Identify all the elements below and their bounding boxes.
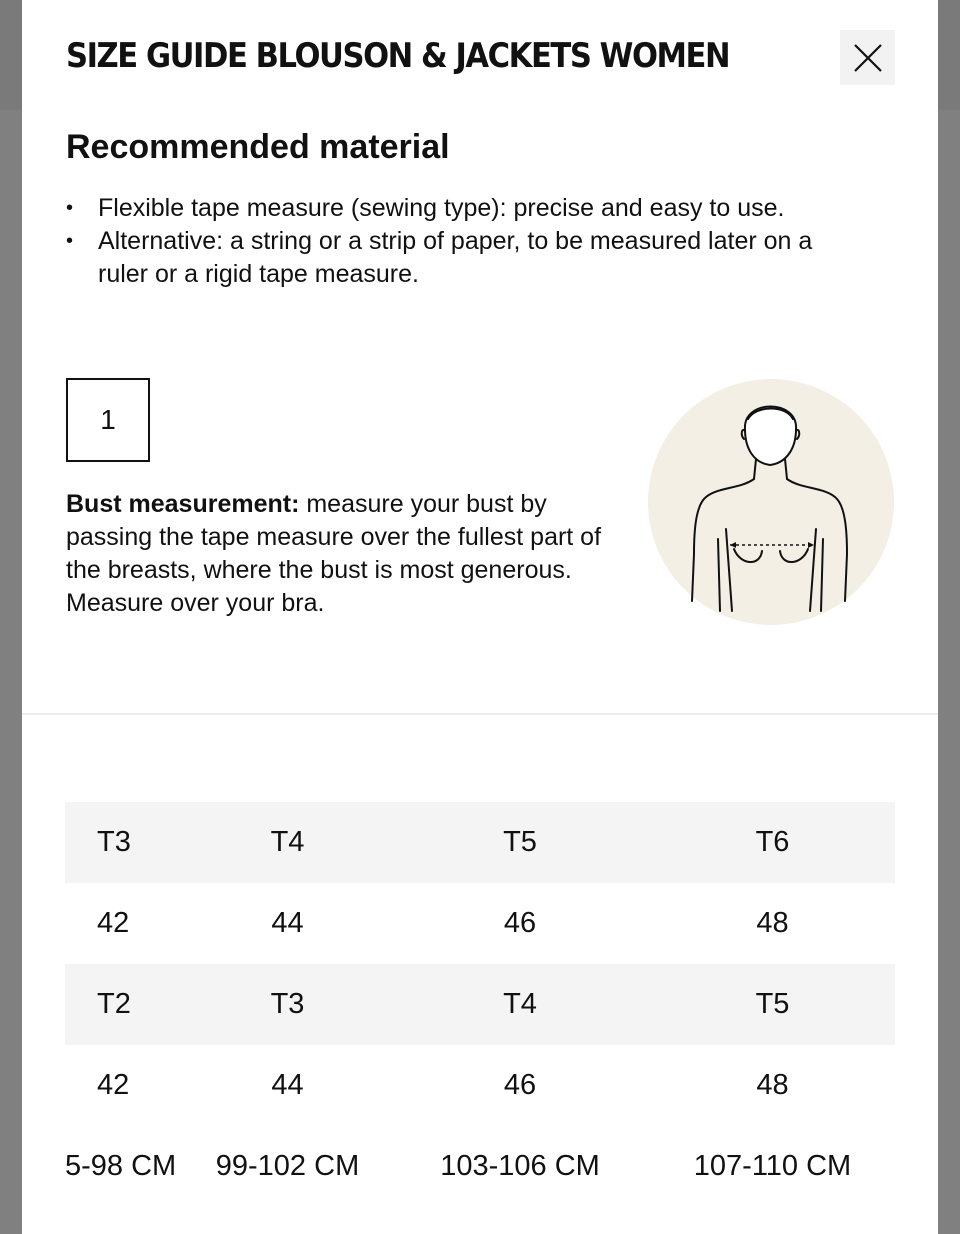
list-item [66, 225, 866, 291]
table-cell: T4 [185, 802, 390, 883]
table-row [65, 1045, 895, 1126]
recommended-material-heading: Recommended material [66, 128, 450, 166]
bust-measurement-description: measure your bust by passing the tape measure over the fullest part of the breasts, where the bust is most generous. Measure over your bra. [66, 490, 602, 617]
table-row [65, 1126, 895, 1207]
bullet-icon: • [66, 197, 74, 219]
table-cell: 42 [97, 907, 130, 939]
table-cell: 48 [756, 1069, 789, 1101]
material-item-text: Alternative: a string or a strip of paper, to be measured later on a ruler or a rigid tape measure. [98, 227, 813, 288]
table-cell: 48 [756, 907, 789, 939]
table-cell: 5-98 CM [65, 1150, 177, 1182]
size-table [65, 802, 895, 1207]
table-row [65, 883, 895, 964]
material-list [66, 192, 866, 291]
section-divider [22, 713, 938, 715]
list-item [66, 192, 866, 225]
bust-measurement-label: Bust measurement: [66, 490, 300, 518]
close-icon [852, 42, 884, 74]
table-cell: 44 [271, 1069, 304, 1101]
bust-measurement-figure-icon [648, 379, 894, 625]
table-cell: T5 [650, 964, 895, 1045]
table-cell: 107-110 CM [693, 1150, 852, 1182]
table-cell: 46 [503, 1069, 537, 1101]
close-button[interactable] [840, 30, 895, 85]
table-cell: 42 [97, 1069, 130, 1101]
table-cell: 103-106 CM [440, 1150, 600, 1182]
table-cell: T3 [185, 964, 390, 1045]
size-guide-modal [22, 0, 938, 1234]
table-cell: T2 [65, 964, 185, 1045]
table-cell: T6 [650, 802, 895, 883]
bullet-icon: • [66, 230, 74, 252]
table-row [65, 802, 895, 883]
table-row [65, 964, 895, 1045]
table-cell: 44 [271, 907, 304, 939]
table-cell: T3 [65, 802, 185, 883]
table-cell: T5 [390, 802, 650, 883]
bust-measurement-text [66, 488, 626, 620]
table-cell: T4 [390, 964, 650, 1045]
table-cell: 46 [503, 907, 537, 939]
table-cell: 99-102 CM [215, 1150, 360, 1182]
step-number-box: 1 [66, 378, 150, 462]
material-item-text: Flexible tape measure (sewing type): precise and easy to use. [98, 194, 785, 222]
modal-title: SIZE GUIDE BLOUSON & JACKETS WOMEN [66, 36, 730, 76]
